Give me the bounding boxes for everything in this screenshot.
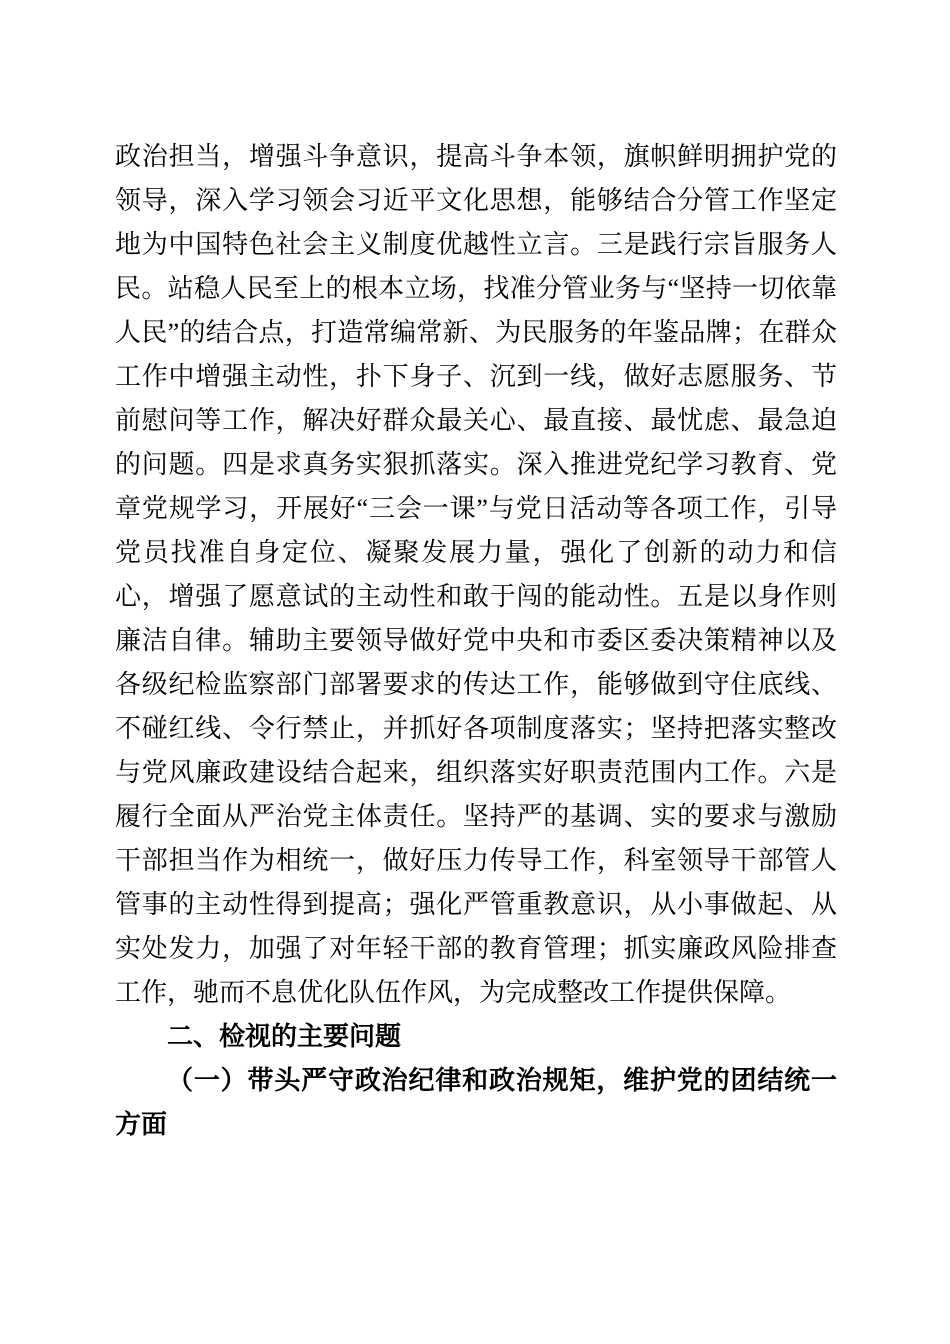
section-heading: 二、检视的主要问题 bbox=[167, 1022, 402, 1051]
body-paragraph: 政治担当，增强斗争意识，提高斗争本领，旗帜鲜明拥护党的领导，深入学习领会习近平文化思想，能够结合分管工作坚定地为中国特色社会主义制度优越性立言。三是践行宗旨服务人民。站稳人民至上的根本立场，找准分管业务与“坚持一切依靠人民”的结合点，打造常编常新、为民服务的年鉴品牌；在群众工作中增强主动性，扑下身子、沉到一线，做好志愿服务、节前慰问等工作，解决好群众最关心、最直接、最忧虑、最急迫的问题。四是求真务实狠抓落实。深入推进党纪学习教育、党章党规学习，开展好“三会一课”与党日活动等各项工作，引导党员找准自身定位、凝聚发展力量，强化了创新的动力和信心，增强了愿意试的主动性和敢于闯的能动性。五是以身作则廉洁自律。辅助主要领导做好党中央和市委区委决策精神以及各级纪检监察部门部署要求的传达工作，能够做到守住底线、不碰红线、令行禁止，并抓好各项制度落实；坚持把落实整改与党风廉政建设结合起来，组织落实好职责范围内工作。六是履行全面从严治党主体责任。坚持严的基调、实的要求与激励干部担当作为相统一，做好压力传导工作，科室领导干部管人管事的主动性得到提高；强化严管重教意识，从小事做起、从实处发力，加强了对年轻干部的教育管理；抓实廉政风险排查工作，驰而不息优化队伍作风，为完成整改工作提供保障。 bbox=[115, 142, 837, 1007]
subsection-heading: （一）带头严守政治纪律和政治规矩，维护党的团结统一方面 bbox=[115, 1066, 837, 1139]
